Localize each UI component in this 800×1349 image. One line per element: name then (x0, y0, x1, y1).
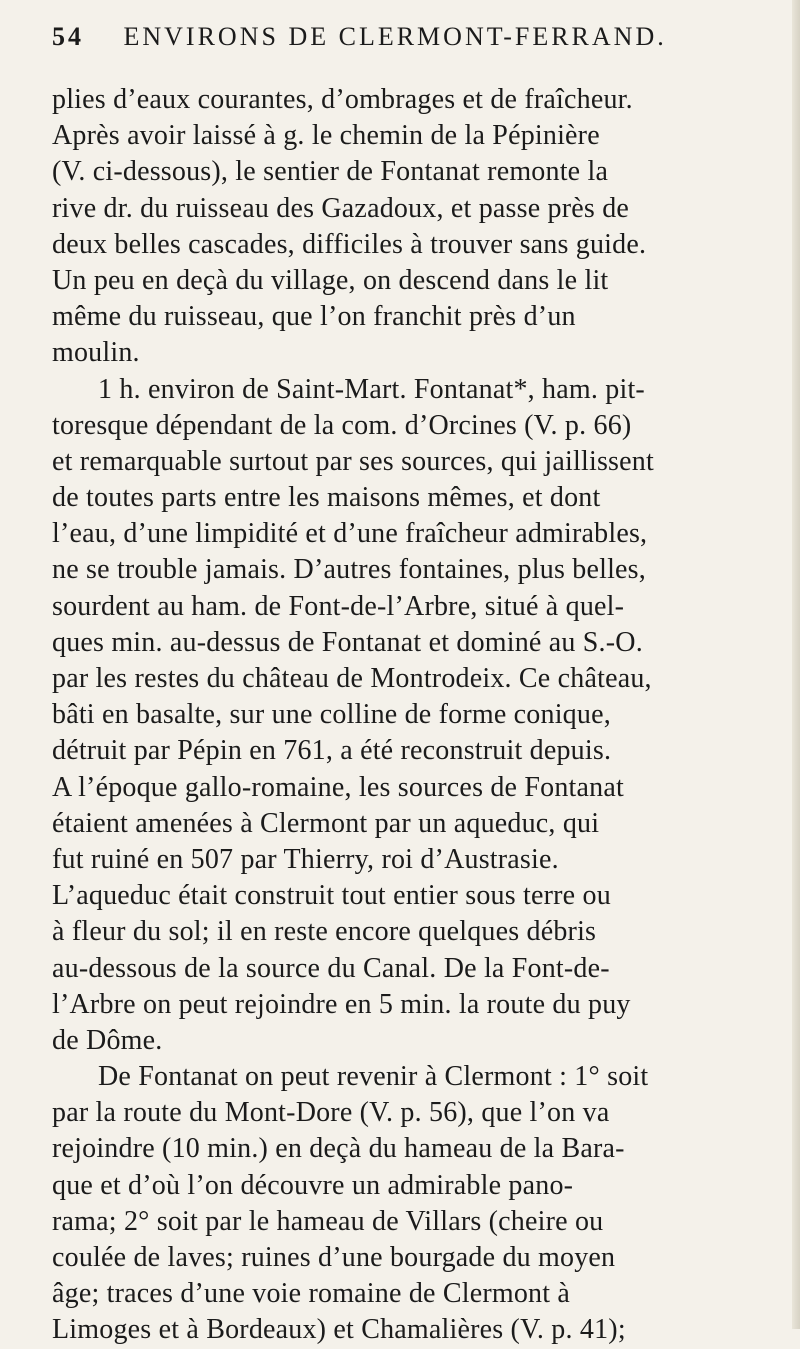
text-line: De Fontanat on peut revenir à Clermont : 1° soit (98, 1061, 649, 1093)
text-line: rive dr. du ruisseau des Gazadoux, et passe près de (52, 192, 630, 224)
text-line: de toutes parts entre les maisons mêmes, et dont (52, 482, 601, 514)
text-line: rejoindre (10 min.) en deçà du hameau de la Bara- (52, 1133, 625, 1165)
text-line: détruit par Pépin en 761, a été reconstruit depuis. (52, 735, 612, 767)
text-body (52, 82, 772, 1349)
text-line: par la route du Mont-Dore (V. p. 56), que l’on va (52, 1097, 610, 1129)
text-line: ques min. au-dessus de Fontanat et dominé au S.-O. (52, 626, 643, 658)
text-line: l’eau, d’une limpidité et d’une fraîcheur admirables, (52, 518, 648, 550)
header-title: ENVIRONS DE CLERMONT-FERRAND. (123, 22, 667, 51)
text-line: moulin. (52, 337, 140, 369)
page-edge (792, 0, 800, 1329)
text-line: à fleur du sol; il en reste encore quelques débris (52, 916, 597, 948)
text-line: sourdent au ham. de Font-de-l’Arbre, situé à quel- (52, 590, 625, 622)
text-line: que et d’où l’on découvre un admirable pano- (52, 1169, 574, 1201)
text-line: (V. ci-dessous), le sentier de Fontanat remonte la (52, 156, 609, 188)
running-header (52, 22, 752, 62)
text-line: A l’époque gallo-romaine, les sources de Fontanat (52, 771, 624, 803)
page-number: 54 (52, 22, 84, 51)
text-line: Limoges et à Bordeaux) et Chamalières (V. p. 41); (52, 1314, 626, 1346)
text-line: étaient amenées à Clermont par un aqueduc, qui (52, 807, 600, 839)
text-line: Un peu en deçà du village, on descend dans le lit (52, 264, 609, 296)
text-line: et remarquable surtout par ses sources, qui jaillissent (52, 445, 654, 477)
text-line: bâti en basalte, sur une colline de forme conique, (52, 699, 611, 731)
text-line: L’aqueduc était construit tout entier sous terre ou (52, 880, 611, 912)
text-line: deux belles cascades, difficiles à trouver sans guide. (52, 228, 647, 260)
text-line: âge; traces d’une voie romaine de Clermont à (52, 1278, 571, 1310)
text-line: ne se trouble jamais. D’autres fontaines, plus belles, (52, 554, 646, 586)
text-line: l’Arbre on peut rejoindre en 5 min. la route du puy (52, 988, 631, 1020)
text-line: coulée de laves; ruines d’une bourgade du moyen (52, 1242, 616, 1273)
text-line: plies d’eaux courantes, d’ombrages et de fraîcheur. (52, 84, 633, 115)
text-line: même du ruisseau, que l’on franchit près d’un (52, 301, 576, 333)
text-line: toresque dépendant de la com. d’Orcines (V. p. 66) (52, 409, 632, 441)
text-line: fut ruiné en 507 par Thierry, roi d’Austrasie. (52, 843, 559, 875)
text-line: au-dessous de la source du Canal. De la Font-de- (52, 952, 610, 984)
text-line: 1 h. environ de Saint-Mart. Fontanat*, ham. pit- (98, 373, 645, 405)
text-line: de Dôme. (52, 1024, 163, 1056)
text-line: rama; 2° soit par le hameau de Villars (cheire ou (52, 1205, 604, 1237)
text-line: par les restes du château de Montrodeix. Ce château, (52, 663, 652, 694)
text-line: Après avoir laissé à g. le chemin de la Pépinière (52, 120, 600, 152)
